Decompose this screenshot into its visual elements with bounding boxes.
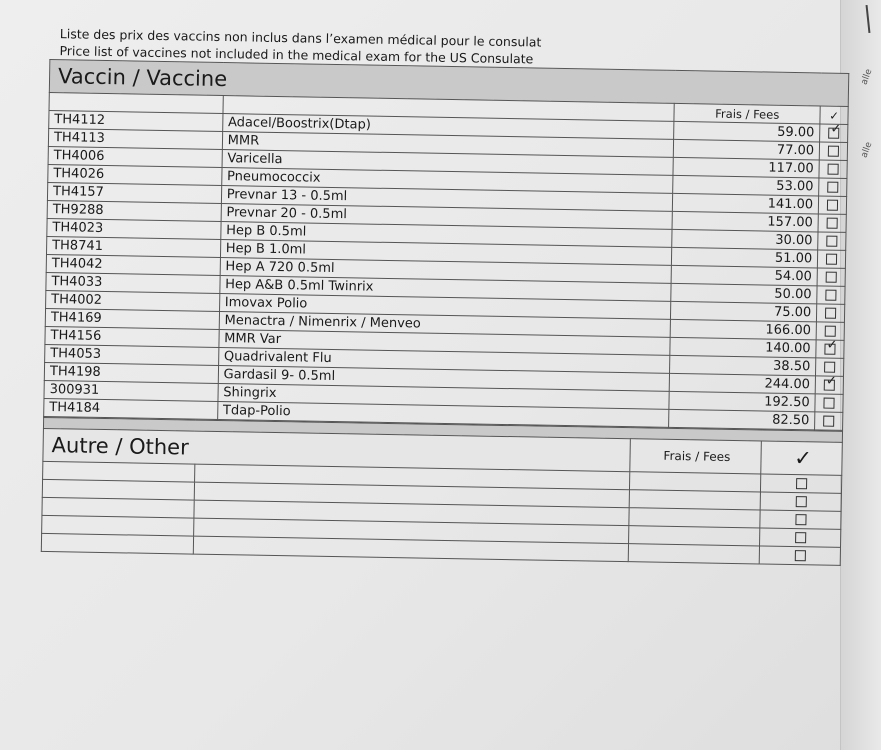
vaccine-code: 300931 [44, 380, 218, 401]
checkbox[interactable] [824, 344, 835, 355]
edge-text-b: alle [859, 140, 875, 160]
vaccine-name: MMR Var [219, 329, 671, 355]
checkbox[interactable] [795, 496, 806, 507]
vaccine-fee: 244.00 [669, 373, 815, 394]
other-checkbox-cell[interactable] [760, 510, 841, 529]
vaccine-checkbox-cell[interactable] [815, 412, 843, 430]
vaccine-checkbox-cell[interactable] [816, 358, 844, 376]
vaccine-checkbox-cell[interactable] [820, 124, 848, 142]
other-checkbox-cell[interactable] [760, 492, 841, 511]
vaccine-checkbox-cell[interactable] [818, 214, 846, 232]
vaccine-checkbox-cell[interactable] [817, 286, 845, 304]
checkbox[interactable] [827, 200, 838, 211]
vaccine-code: TH9288 [47, 200, 221, 221]
other-checkbox-cell[interactable] [759, 546, 840, 565]
checkbox[interactable] [824, 362, 835, 373]
vaccine-name: Tdap-Polio [217, 401, 669, 427]
vaccine-fee: 157.00 [672, 211, 818, 232]
vaccine-fee: 50.00 [671, 283, 817, 304]
vaccine-code: TH4006 [48, 146, 222, 167]
vaccine-checkbox-cell[interactable] [817, 268, 845, 286]
vaccine-name: Menactra / Nimenrix / Menveo [219, 311, 671, 337]
vaccine-name: MMR [222, 132, 674, 158]
vaccine-name: Imovax Polio [219, 293, 671, 319]
vaccine-code: TH4184 [44, 398, 218, 419]
vaccine-checkbox-cell[interactable] [817, 304, 845, 322]
vaccine-code: TH4198 [44, 362, 218, 383]
other-checkbox-cell[interactable] [761, 474, 842, 493]
other-fee-cell[interactable] [629, 490, 761, 510]
vaccine-checkbox-cell[interactable] [819, 178, 847, 196]
vaccine-code: TH4156 [45, 326, 219, 347]
vaccine-fee: 53.00 [673, 175, 819, 196]
vaccine-name: Prevnar 13 - 0.5ml [221, 186, 673, 212]
vaccine-code: TH4053 [45, 344, 219, 365]
checkbox[interactable] [827, 182, 838, 193]
vaccine-checkbox-cell[interactable] [818, 232, 846, 250]
vaccine-name: Quadrivalent Flu [218, 347, 670, 373]
vaccine-fee: 117.00 [673, 157, 819, 178]
vaccine-name: Hep A 720 0.5ml [220, 258, 672, 284]
checkbox[interactable] [827, 218, 838, 229]
checkbox[interactable] [825, 326, 836, 337]
vaccine-table [43, 59, 849, 431]
edge-text-a: alle [859, 67, 875, 87]
vaccine-name: Adacel/Boostrix(Dtap) [222, 114, 674, 140]
vaccine-code: TH4023 [47, 218, 221, 239]
vaccine-name: Prevnar 20 - 0.5ml [221, 204, 673, 230]
vaccine-fee: 59.00 [674, 121, 820, 142]
vaccine-name: Pneumococcix [221, 168, 673, 194]
checkbox[interactable] [826, 272, 837, 283]
vaccine-code: TH4033 [46, 272, 220, 293]
price-list-document [41, 25, 850, 566]
vaccine-name: Varicella [222, 150, 674, 176]
vaccine-fee: 82.50 [669, 409, 815, 430]
checkbox[interactable] [825, 290, 836, 301]
other-code-cell[interactable] [41, 533, 193, 554]
vaccine-fee: 77.00 [674, 139, 820, 160]
vaccine-code: TH4169 [45, 308, 219, 329]
vaccine-code: TH4113 [48, 128, 222, 149]
vaccine-fee: 51.00 [672, 247, 818, 268]
checkbox[interactable] [794, 550, 805, 561]
vaccine-section-title: Vaccin / Vaccine [49, 60, 848, 107]
vaccine-checkbox-cell[interactable] [816, 322, 844, 340]
checkbox[interactable] [828, 146, 839, 157]
other-fee-cell[interactable] [629, 472, 761, 492]
vaccine-fee: 140.00 [670, 337, 816, 358]
vaccine-fee: 166.00 [670, 319, 816, 340]
check-column-header: ✓ [820, 106, 848, 124]
checkbox[interactable] [795, 532, 806, 543]
vaccine-fee: 192.50 [669, 391, 815, 412]
other-table [41, 417, 843, 566]
other-fee-cell[interactable] [628, 544, 760, 564]
vaccine-fee: 30.00 [672, 229, 818, 250]
checkbox[interactable] [825, 308, 836, 319]
other-fee-cell[interactable] [628, 526, 760, 546]
edge-pen-mark [866, 5, 871, 33]
vaccine-fee: 141.00 [673, 193, 819, 214]
checkbox[interactable] [795, 514, 806, 525]
vaccine-name: Shingrix [218, 383, 670, 409]
vaccine-name: Gardasil 9- 0.5ml [218, 365, 670, 391]
vaccine-name: Hep A&B 0.5ml Twinrix [220, 276, 672, 302]
vaccine-fee: 38.50 [670, 355, 816, 376]
checkbox[interactable] [824, 398, 835, 409]
checkbox[interactable] [828, 164, 839, 175]
vaccine-code: TH4157 [47, 182, 221, 203]
vaccine-name: Hep B 0.5ml [220, 222, 672, 248]
vaccine-checkbox-cell[interactable] [819, 142, 847, 160]
vaccine-checkbox-cell[interactable] [818, 196, 846, 214]
vaccine-checkbox-cell[interactable] [815, 376, 843, 394]
heading-french: Liste des prix des vaccins non inclus dans l’examen médical pour le consulat [59, 26, 542, 50]
vaccine-checkbox-cell[interactable] [816, 340, 844, 358]
other-checkbox-cell[interactable] [760, 528, 841, 547]
heading-english: Price list of vaccines not included in the medical exam for the US Consulate [59, 43, 534, 67]
other-fees-column-header: Frais / Fees [629, 439, 761, 474]
vaccine-code: TH4112 [49, 110, 223, 131]
vaccine-code: TH4026 [48, 164, 222, 185]
checkbox[interactable] [824, 380, 835, 391]
vaccine-fee: 54.00 [671, 265, 817, 286]
vaccine-code: TH4002 [46, 290, 220, 311]
checkbox[interactable] [823, 416, 834, 427]
checkbox[interactable] [826, 236, 837, 247]
checkbox[interactable] [796, 478, 807, 489]
fees-column-header: Frais / Fees [674, 103, 820, 124]
vaccine-code: TH4042 [46, 254, 220, 275]
other-check-column-header: ✓ [761, 441, 843, 475]
vaccine-checkbox-cell[interactable] [818, 250, 846, 268]
checkbox[interactable] [828, 128, 839, 139]
vaccine-name: Hep B 1.0ml [220, 240, 672, 266]
vaccine-checkbox-cell[interactable] [819, 160, 847, 178]
vaccine-code: TH8741 [46, 236, 220, 257]
vaccine-fee: 75.00 [671, 301, 817, 322]
checkbox[interactable] [826, 254, 837, 265]
other-fee-cell[interactable] [628, 508, 760, 528]
vaccine-checkbox-cell[interactable] [815, 394, 843, 412]
other-section-title: Autre / Other [43, 428, 630, 471]
